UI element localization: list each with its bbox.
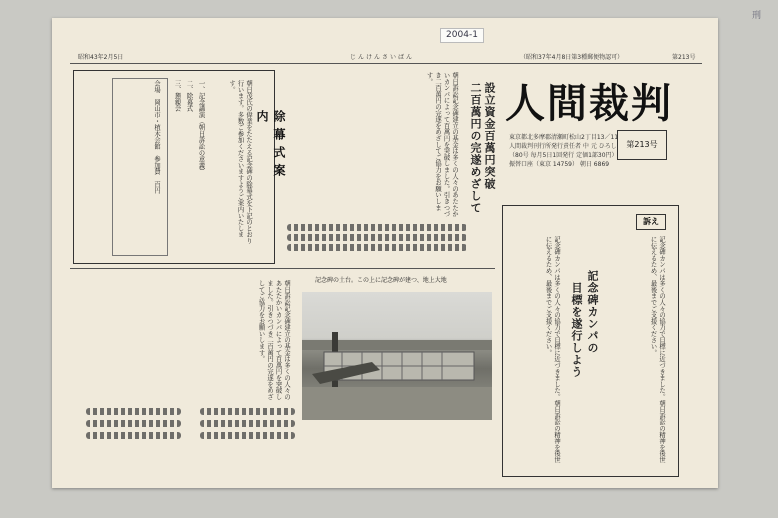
donor-dots-3 bbox=[287, 244, 467, 251]
issue-number-box: 第213号 bbox=[617, 130, 667, 160]
header-rule bbox=[70, 63, 702, 64]
lower-dots-4 bbox=[200, 408, 295, 415]
publisher-line-3: （80号 毎月5日1回発行 定価1部30円） bbox=[509, 152, 618, 159]
ceremony-schedule-1: 一、記念講演（朝日訴訟の意義） bbox=[197, 80, 205, 175]
masthead-title: 人間裁判 bbox=[505, 81, 673, 127]
publisher-line-1: 東京都北多摩郡清瀬町松山2丁目13／11 bbox=[509, 134, 619, 141]
corner-mark: 刑 bbox=[752, 11, 762, 21]
campaign-body-left: 記念碑カンパは多くの人々の協力で目標に近づきました。朝日訴訟の精神を後世に伝えるため、最後までご支援ください。 bbox=[544, 236, 560, 463]
section-rule bbox=[70, 268, 495, 269]
lower-dots-2 bbox=[86, 420, 181, 427]
ceremony-note: 会場 岡山市・植木会館 参加費 百円 bbox=[153, 80, 160, 194]
photo-illustration bbox=[302, 292, 492, 420]
fund-headline-1: 設立資金百萬円突破 bbox=[483, 82, 496, 190]
campaign-headline-2: 目標を遂行しよう bbox=[570, 282, 583, 378]
ceremony-body: 朝日茂氏の偉業をたたえる記念碑の除幕式を下記のとおり行います。多数ご参加くださいますようご案内いたします。 bbox=[228, 80, 252, 244]
header-reading: じんけんさいばん bbox=[350, 54, 415, 61]
campaign-label: 訴え bbox=[636, 214, 666, 230]
lower-dots-1 bbox=[86, 408, 181, 415]
lower-dots-6 bbox=[200, 432, 295, 439]
donor-dots-2 bbox=[287, 234, 467, 241]
publisher-line-4: 振替口座（東京 14759） 朝日 6869 bbox=[509, 161, 610, 168]
campaign-headline-1: 記念碑カンパの bbox=[586, 270, 599, 354]
ceremony-schedule-2: 二、除幕式 bbox=[185, 80, 193, 112]
header-postal: （昭和37年4月8日第3種郵便物認可） bbox=[520, 54, 624, 61]
ceremony-schedule-3: 三、懇親会 bbox=[173, 80, 181, 112]
publisher-line-2: 人間裁判刊行所発行責任者 中 元 ひろし bbox=[509, 143, 617, 150]
archive-tag: 2004-1 bbox=[440, 28, 484, 43]
fund-headline-2: 二百萬円の完遂めざして bbox=[469, 82, 482, 214]
donor-dots-1 bbox=[287, 224, 467, 231]
lower-dots-5 bbox=[200, 420, 295, 427]
lower-left-columns: 朝日訴訟記念碑建立の基金は多くの人々のあたたかいカンパによって百萬円を突破しました。引きつづき二百萬円の完遂をめざしてご協力をお願いします。 bbox=[257, 280, 290, 400]
header-date: 昭和43年2月5日 bbox=[78, 54, 124, 61]
fund-body: 朝日訴訟記念碑建立の基金は多くの人々のあたたかいカンパによって百萬円を突破しました。引きつづき二百萬円の完遂をめざしてご協力をお願いします。 bbox=[425, 72, 458, 217]
monument-photo bbox=[302, 292, 492, 420]
campaign-body-right: 記念碑カンパは多くの人々の協力で目標に近づきました。朝日訴訟の精神を後世に伝えるため、最後までご支援ください。 bbox=[649, 236, 665, 463]
header-issue: 第213号 bbox=[672, 54, 696, 61]
photo-caption: 記念碑の土台。この上に記念碑が建つ、地上大地 bbox=[315, 277, 447, 284]
schedule-inner-box bbox=[112, 78, 168, 256]
ceremony-title: 除幕式案内 bbox=[255, 110, 286, 182]
lower-dots-3 bbox=[86, 432, 181, 439]
